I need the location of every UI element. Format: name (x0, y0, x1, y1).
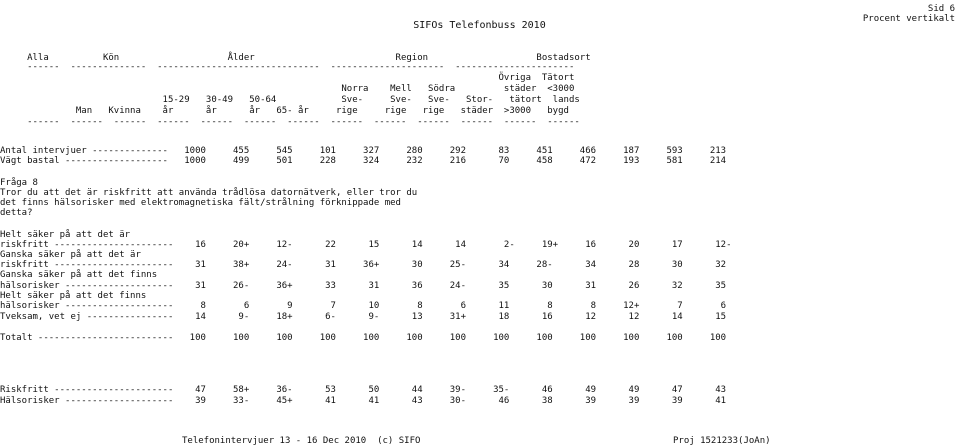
answer-label: Ganska säker på att det är (0, 250, 141, 260)
table-row-halsorisker: Hälsorisker -------------------- 39 33- 45+ 41 41 43 30- 46 38 39 39 39 41 (0, 396, 727, 406)
answer-label: Ganska säker på att det finns (0, 270, 158, 280)
question-line: det finns hälsorisker med elektromagnetiska fält/strålning förknippade med (0, 198, 401, 208)
table-row-antal-intervjuer: Antal intervjuer -------------- 1000 455 545 101 327 280 292 83 451 466 187 593 213 (0, 146, 727, 156)
table-row-totalt: Totalt ------------------------- 100 100 100 100 100 100 100 100 100 100 100 100 100 (0, 333, 727, 343)
question-line: Tror du att det är riskfritt att använda trådlösa datornätverk, eller tror du (0, 188, 418, 198)
table-row-ganska-saker-riskfritt: riskfritt ---------------------- 31 38+ 24- 31 36+ 30 25- 34 28- 34 28 30 32 (0, 260, 727, 270)
column-header-line-4: Man Kvinna år år år 65- år rige rige rige städer >3000 bygd (0, 106, 569, 116)
column-header-groups: Alla Kön Ålder Region Bostadsort (0, 53, 591, 63)
question-line: detta? (0, 208, 33, 218)
footer-source: Telefonintervjuer 13 - 16 Dec 2010 (c) SIFO (182, 436, 421, 446)
unit-label: Procent vertikalt (862, 14, 955, 24)
answer-label: Helt säker på att det är (0, 230, 131, 240)
table-row-vagt-bastal: Vägt bastal ------------------- 1000 499 501 228 324 232 216 70 458 472 193 581 214 (0, 156, 727, 166)
column-header-rule: ------ -------------- ------------------------------ --------------------- ---------------------- (0, 62, 575, 72)
report-title: SIFOs Telefonbuss 2010 (413, 20, 546, 31)
page-number: Sid 6 (927, 4, 955, 14)
column-header-line-2: Norra Mell Södra städer <3000 (0, 84, 575, 94)
column-header-line-3: 15-29 30-49 50-64 Sve- Sve- Sve- Stor- tätort lands (0, 95, 580, 105)
table-row-tveksam-vet-ej: Tveksam, vet ej ---------------- 14 9- 18+ 6- 9- 13 31+ 18 16 12 12 14 15 (0, 312, 727, 322)
column-header-line-1: Övriga Tätort (0, 73, 575, 83)
table-row-riskfritt: Riskfritt ---------------------- 47 58+ 36- 53 50 44 39- 35- 46 49 49 47 43 (0, 385, 727, 395)
table-row-helt-saker-riskfritt: riskfritt ---------------------- 16 20+ 12- 22 15 14 14 2- 19+ 16 20 17 12- (0, 240, 732, 250)
question-number: Fråga 8 (0, 178, 38, 188)
footer-project: Proj 1521233(JoAn) (673, 436, 771, 446)
table-row-helt-saker-halsorisker: hälsorisker -------------------- 8 6 9 7 10 8 6 11 8 8 12+ 7 6 (0, 301, 727, 311)
column-header-underline: ------ ------ ------ ------ ------ ------ ------ ------ ------ ------ ------ ------ ------ (0, 117, 580, 127)
table-row-ganska-saker-halsorisker: hälsorisker -------------------- 31 26- 36+ 33 31 36 24- 35 30 31 26 32 35 (0, 281, 727, 291)
answer-label: Helt säker på att det finns (0, 291, 147, 301)
